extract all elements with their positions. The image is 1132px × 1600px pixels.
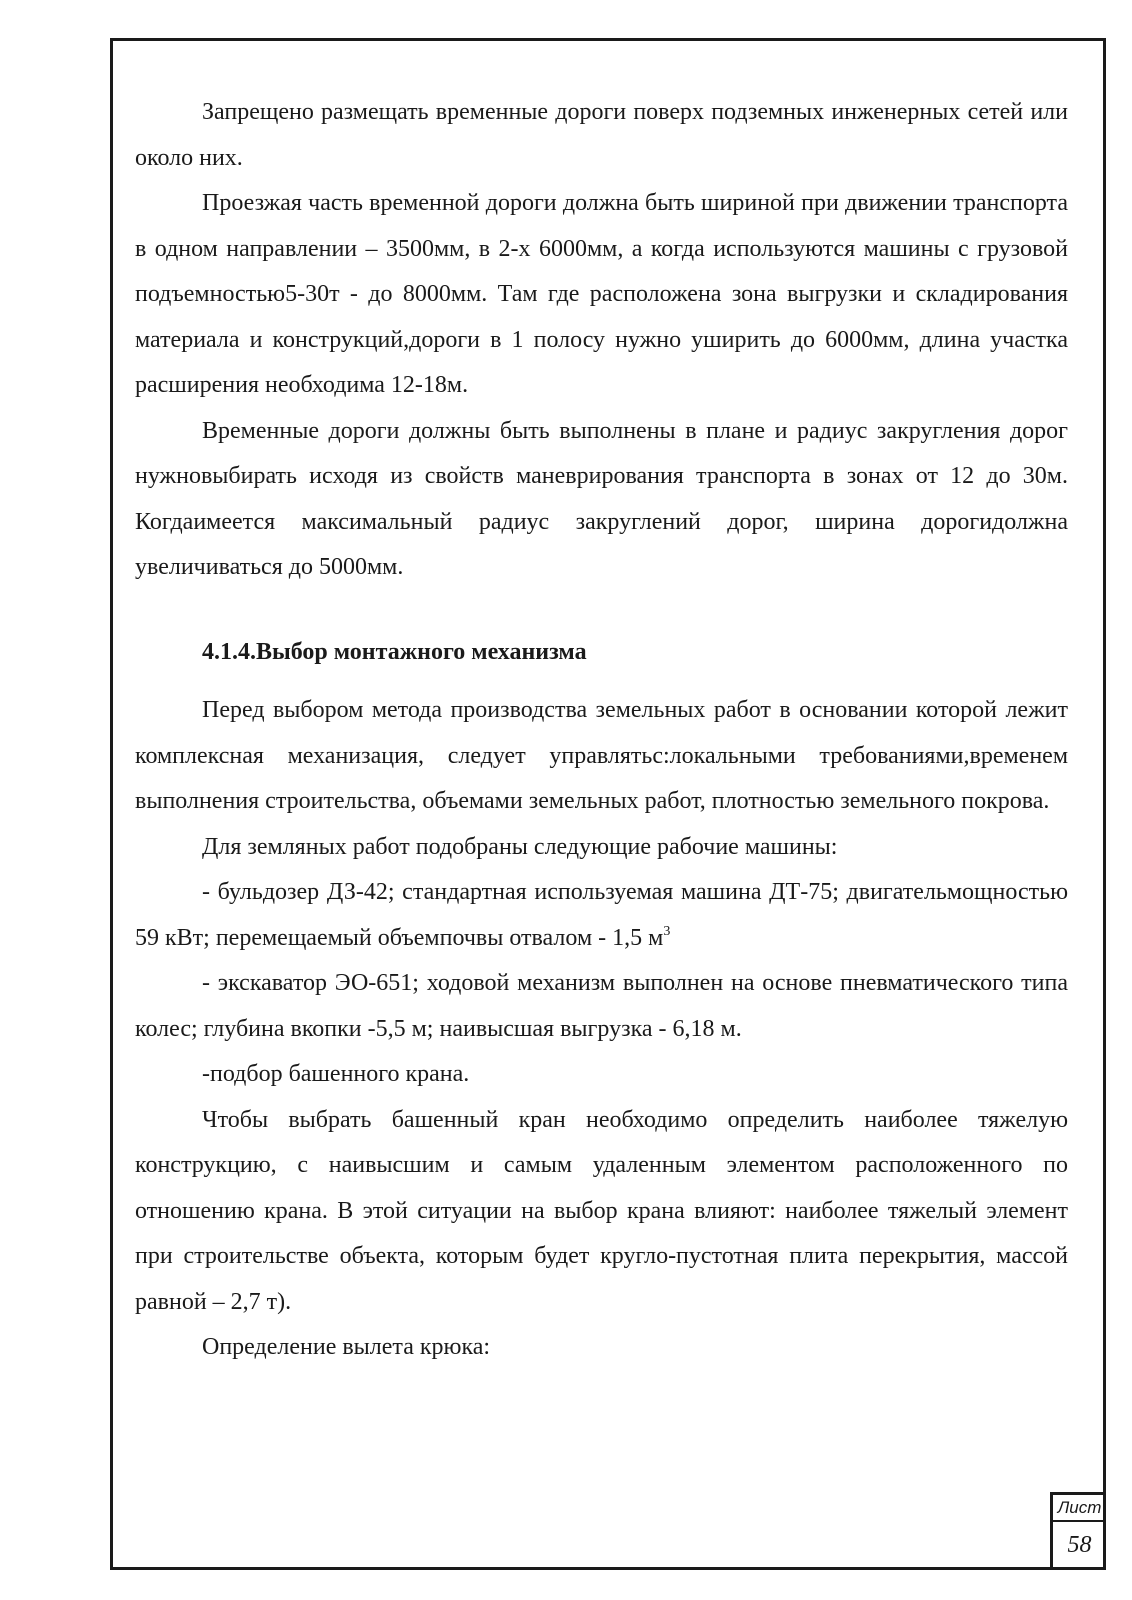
paragraph: Перед выбором метода производства земельных работ в основании которой лежит комплексная механизация, следует управлятьс:локальными требованиями,временем выполнения строительства, объемами земельных работ, плотностью земельного покрова. bbox=[135, 697, 1068, 814]
paragraph-bulldozer bbox=[135, 870, 1068, 961]
paragraph-crane-selection: -подбор башенного крана. bbox=[202, 1061, 470, 1087]
sheet-number: 58 bbox=[1067, 1532, 1092, 1558]
paragraph: Для земляных работ подобраны следующие рабочие машины: bbox=[202, 833, 838, 860]
paragraph: Запрещено размещать временные дороги поверх подземных инженерных сетей или около них. bbox=[135, 99, 1068, 171]
sheet-label: Лист bbox=[1053, 1495, 1106, 1522]
paragraph: Временные дороги должны быть выполнены в плане и радиус закругления дорог нужновыбирать исходя из свойств маневрирования транспорта в зонах от 12 до 30м. Когдаимеется максимальный радиус закруглений дорог, ширина дорогидолжна увеличиваться до 5000мм. bbox=[135, 417, 1068, 580]
paragraph-excavator: - экскаватор ЭО-651; ходовой механизм выполнен на основе пневматического типа колес; глубина вкопки -5,5 м; наивысшая выгрузка - 6,18 м. bbox=[135, 970, 1068, 1042]
sheet-stamp bbox=[1050, 1492, 1106, 1570]
paragraph: Проезжая часть временной дороги должна быть шириной при движении транспорта в одном направлении – 3500мм, в 2-х 6000мм, а когда используются машины с грузовой подъемностью5-30т - до 8000мм. Там где расположена зона выгрузки и складирования материала и конструкций,дороги в 1 полосу нужно уширить до 6000мм, длина участка расширения необходима 12-18м. bbox=[135, 190, 1068, 398]
document-body bbox=[135, 90, 1068, 1371]
bulldozer-text: - бульдозер ДЗ-42; стандартная используемая машина ДТ-75; двигательмощностью 59 кВт; перемещаемый объемпочвы отвалом - 1,5 м bbox=[135, 879, 1068, 951]
paragraph: Определение вылета крюка: bbox=[202, 1334, 491, 1360]
section-heading: 4.1.4.Выбор монтажного механизма bbox=[202, 638, 587, 665]
paragraph: Чтобы выбрать башенный кран необходимо определить наиболее тяжелую конструкцию, с наивысшим и самым удаленным элементом расположенного по отношению крана. В этой ситуации на выбор крана влияют: наиболее тяжелый элемент при строительстве объекта, которым будет кругло-пустотная плита перекрытия, массой равной – 2,7 т). bbox=[135, 1106, 1068, 1315]
cubic-superscript: 3 bbox=[663, 923, 671, 939]
